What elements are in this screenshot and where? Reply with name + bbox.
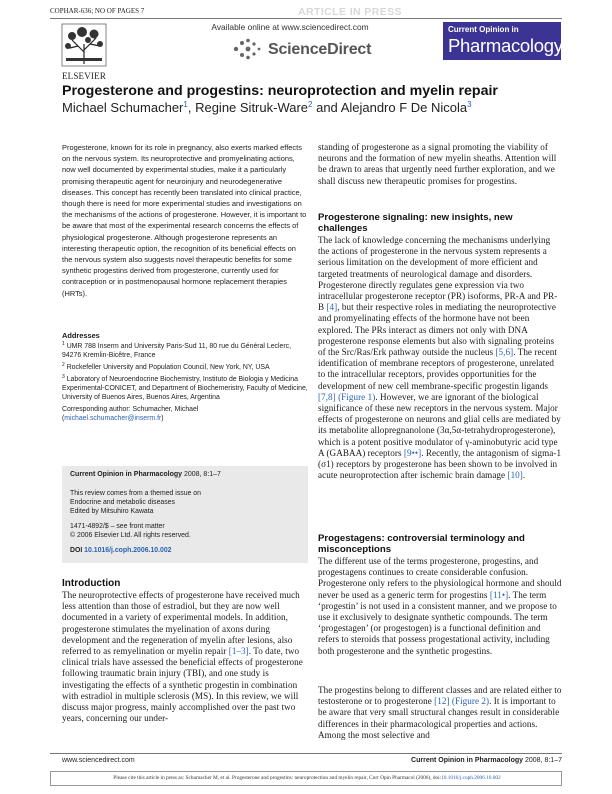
article-info-box [62,466,308,563]
journal-logo [443,22,561,60]
affiliation-marker[interactable]: 1 [183,100,188,109]
addresses [62,340,308,402]
text-run: The lack of knowledge concerning the mechanisms underlying the actions of progesterone in the nervous system represents a serious limitation on the development of more efficient and targeted treatments of neurological damage and disorders. Progesterone directly regulates gene expression via two intracellular progesterone receptor (PR) isoforms, PR-A and PR-B [318,235,558,313]
footer-journal: Current Opinion in Pharmacology [411,757,524,764]
address-item [62,361,308,373]
reference-link[interactable]: [1–3] [228,646,249,657]
address-marker: 2 [62,361,65,368]
themed-issue-editor: Edited by Mitsuhiro Kawata [70,508,154,515]
footer-journal-citation [411,757,562,764]
sciencedirect-logo [232,36,372,62]
address-text: Rockefeller University and Population Council, New York, NY, USA [66,363,270,371]
article-title: Progesterone and progestins: neuroprotection and myelin repair [62,83,498,99]
body-paragraph [318,556,562,657]
address-marker: 1 [62,341,65,347]
citation-notice [51,775,563,781]
infobox-citation: 2008, 8:1–7 [182,471,221,478]
text-run: The different use of the terms progesterone, progestins, and progestagens continues to create considerable confusion. Progesterone only refers to the physiological hormone and should never be used as a generic term for progestins [318,556,562,600]
email-link[interactable]: michael.schumacher@inserm.fr [64,415,162,422]
elsevier-logo [58,22,110,84]
abstract: Progesterone, known for its role in pregnancy, also exerts marked effects on the nervous system. Its neuroprotective and promyelinating actions, now well documented by experimental studies, make it a particularly promising therapeutic agent for neuroinjury and neurodegenerative diseases. This concept has recently been translated into clinical practice, though there is need for more experimental studies and investigations on the mechanisms of the actions of progesterone. However, it is important to be aware that most of the experimental research concerns the effects of physiological progesterone. Although progesterone represents an interesting therapeutic option, the recognition of its beneficial effects on the nervous system also suggests novel therapeutic benefits for some synthetic progestins derived from progesterone, currently used for contraception or in postmenopausal hormone replacement therapies (HRTs). [62,143,307,298]
author-separator: and [312,100,341,115]
introduction-paragraph [62,590,308,724]
reference-link[interactable]: [7,8] [318,391,336,402]
address-text: Laboratory of Neuroendocrine Biochemistry, Instituto de Biologia y Medicina Experimental-CONICET, and Department of Biochemeristry, Faculty of Medicine, University of Buenos Aires, Buenos Aires, Argentina [62,375,308,401]
text-run: , but their respective roles in mediating the neuroprotective and promyelinating effects of the hormone have not been explored. The PRs interact as dimers not only with DNA progesterone response elements but also with signaling proteins of the Src/Ras/Erk pathway outside the nucleus [318,302,556,358]
corresponding-email-line [62,414,308,423]
author-separator: , [187,100,196,115]
author-name: Michael Schumacher [62,100,184,115]
paren-open: ( [62,415,65,422]
author-name: Regine Sitruk-Ware [195,100,309,115]
journal-logo-title: Pharmacology [448,35,563,56]
manuscript-id: COPHAR-636; NO OF PAGES 7 [50,7,145,15]
text-run: . To date, two clinical trials have assessed the beneficial effects of progesterone following traumatic brain injury (TBI), and one study is investigating the effects of a synthetic progestin in combination with estradiol in multiple sclerosis (MS). In this review, we will discuss major progress, mainly accomplished over the past two years, concerning our under- [62,646,303,724]
sciencedirect-wordmark: ScienceDirect [268,41,372,58]
doi-label: DOI [70,547,85,554]
footer-website[interactable]: www.sciencedirect.com [62,757,135,764]
address-text: UMR 788 Inserm and University Paris-Sud 11, 80 rue du Général Leclerc, 94276 Kremlin-Bicêtre, France [62,343,292,359]
body-paragraph: standing of progesterone as a signal promoting the viability of neurons and the formation of new myelin sheaths. Attention will be drawn to areas that urgently need further exploration, and we shall discuss new therapeutic promises for progestins. [318,142,557,186]
themed-issue-line: This review comes from a themed issue on [70,490,201,497]
doi-line [70,546,300,555]
infobox-journal: Current Opinion in Pharmacology [70,471,183,478]
publisher-name: ELSEVIER [61,71,107,81]
citation-notice-text: Please cite this article in press as: Schumacher M, et al. Progesterone and progestins: neuroprotection and myelin repair, Curr Opin Pharmacol (2006), doi: [113,775,442,781]
body-paragraph [318,235,562,481]
footer-citation: 2008, 8:1–7 [523,757,562,764]
address-marker: 3 [62,373,65,380]
available-online-text: Available online at www.sciencedirect.com [211,22,369,32]
article-in-press-banner: ARTICLE IN PRESS [298,6,402,18]
figure-link[interactable]: (Figure 1) [335,391,376,402]
text-run: . However, we are ignorant of the biological significance of these new receptors in the nervous system. Major effects of progesterone on neurons and glial cells are mediated by its metabolite allopregnanolone (3α,5α-tetrahydroprogesterone), which is a potent positive modulator of γ-aminobutyric acid type A (GABAA) receptors [318,391,561,458]
text-run: . The term ‘progestin’ is not used in a consistent manner, and we propose to use it exclusively to designate synthetic compounds. The term ‘progestagen’ (or progestogen) is a functional definition and refers to steroids that possess progestational activity, including both progesterone and the synthetic progestins. [318,589,557,656]
citation-doi-link[interactable]: 10.1016/j.coph.2006.10.002 [441,775,501,781]
running-header [50,7,562,19]
reference-link[interactable]: [10] [507,470,523,481]
infobox-journal-citation [70,471,221,478]
affiliation-marker[interactable]: 2 [308,100,313,109]
addresses-heading: Addresses [62,331,100,340]
reference-link[interactable]: [11•] [489,589,509,600]
affiliation-marker[interactable]: 3 [467,100,472,109]
text-run: . It is important to be aware that very small structural changes result in considerable differences in their pharmacological properties and actions. Among the most selective and [318,696,560,740]
doi-link[interactable]: 10.1016/j.coph.2006.10.002 [84,547,172,554]
journal-logo-prefix: Current Opinion in [448,25,519,34]
text-run: . [522,470,526,481]
author-list [62,100,562,115]
issn-line: 1471-4892/$ – see front matter [70,523,165,530]
citation-notice-box [50,771,562,786]
address-item [62,340,308,361]
reference-link[interactable]: [12] [434,696,450,707]
figure-link[interactable]: (Figure 2) [449,696,490,707]
text-run: The progestins belong to different classes and are related either to testosterone or to progesterone [318,685,562,707]
reference-link[interactable]: [5,6] [495,347,514,358]
address-item [62,373,308,403]
section-heading-progestagens: Progestagens: controversial terminology and misconceptions [318,533,525,555]
author-name: Alejandro F De Nicola [340,100,468,115]
corresponding-author-label: Corresponding author: Schumacher, Michael [62,406,199,413]
introduction-heading: Introduction [62,578,121,589]
text-run: The neuroprotective effects of progesterone have received much less attention than those of estradiol, but they are now well documented in a variety of experimental models. In addition, progesterone stimulates the myelination of axons during development and the regeneration of myelin after lesions, also referred to as remyelination or myelin repair [62,590,300,657]
reference-link[interactable]: [4] [326,302,338,313]
copyright-line: © 2006 Elsevier Ltd. All rights reserved. [70,532,191,539]
themed-issue-topic: Endocrine and metabolic diseases [70,499,175,506]
footer-rule [50,753,562,754]
sciencedirect-dots-icon [232,38,264,60]
text-run: . The recent identification of membrane receptors of progesterone, unrelated to the intracellular receptors, provides opportunities for the development of new cell membrane-specific progestin ligands [318,347,557,391]
reference-link[interactable]: [9••] [403,447,422,458]
section-heading-signaling: Progesterone signaling: new insights, new challenges [318,212,513,234]
body-paragraph [318,685,562,741]
text-run: . Recently, the antagonism of sigma-1 (σ1) receptors by progesterone has been shown to be involved in acute neuroprotection after ischemic brain damage [318,447,562,481]
elsevier-tree-icon [58,22,110,70]
corresponding-author [62,405,308,423]
paren-close: ) [161,415,164,422]
